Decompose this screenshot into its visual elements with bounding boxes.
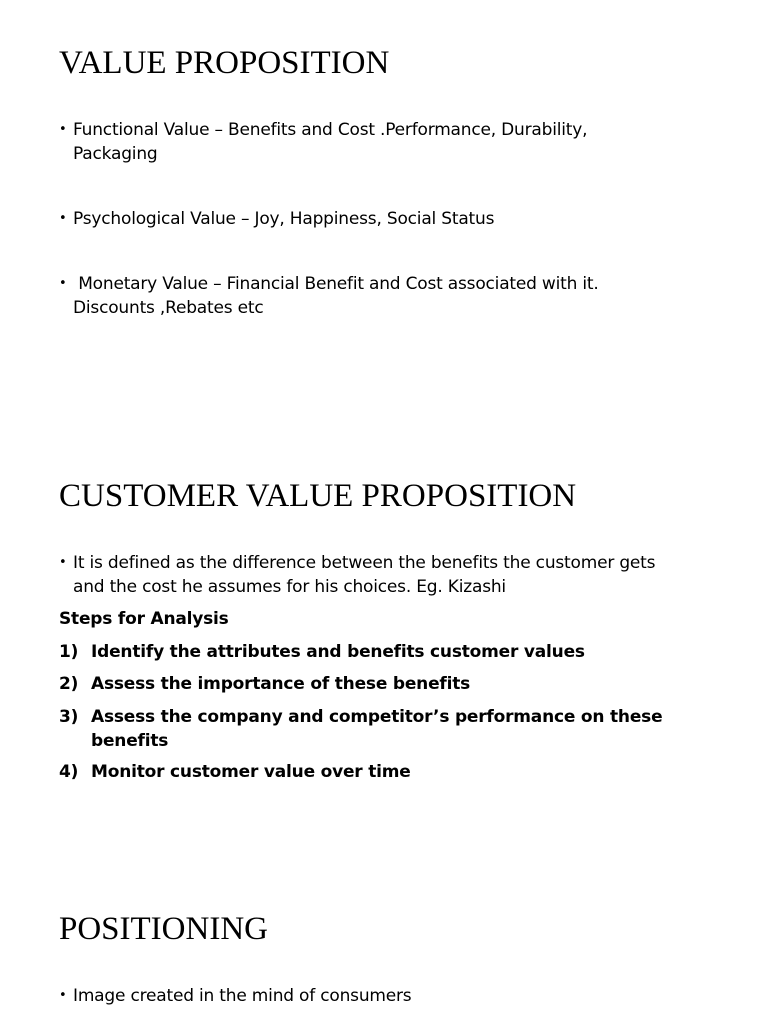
bullet-icon: • bbox=[59, 555, 67, 570]
bullet-line: and the cost he assumes for his choices. Eg. Kizashi bbox=[73, 577, 506, 597]
bullet-line: Packaging bbox=[73, 144, 158, 164]
monetary-value-bullet bbox=[59, 272, 719, 320]
step-item bbox=[59, 640, 699, 664]
step-number: 1) bbox=[59, 642, 79, 662]
step-item bbox=[59, 760, 699, 784]
functional-value-bullet bbox=[59, 118, 719, 166]
step-item bbox=[59, 705, 699, 753]
step-text: Assess the importance of these benefits bbox=[91, 674, 471, 694]
step-number: 3) bbox=[59, 707, 79, 727]
psychological-value-bullet bbox=[59, 207, 719, 231]
bullet-icon: • bbox=[59, 122, 67, 137]
bullet-line: Psychological Value – Joy, Happiness, Social Status bbox=[73, 209, 495, 229]
bullet-icon: • bbox=[59, 988, 67, 1003]
step-number: 4) bbox=[59, 762, 79, 782]
bullet-line: Image created in the mind of consumers bbox=[73, 986, 412, 1006]
positioning-title: POSITIONING bbox=[59, 911, 268, 947]
bullet-line: It is defined as the difference between the benefits the customer gets bbox=[73, 553, 656, 573]
step-number: 2) bbox=[59, 674, 79, 694]
step-text: Monitor customer value over time bbox=[91, 762, 411, 782]
steps-heading: Steps for Analysis bbox=[59, 609, 229, 629]
value-proposition-title: VALUE PROPOSITION bbox=[59, 45, 390, 81]
positioning-bullet bbox=[59, 984, 719, 1008]
step-item bbox=[59, 672, 699, 696]
definition-bullet bbox=[59, 551, 739, 599]
bullet-icon: • bbox=[59, 211, 67, 226]
bullet-line: Functional Value – Benefits and Cost .Performance, Durability, bbox=[73, 120, 588, 140]
bullet-line: Monetary Value – Financial Benefit and Cost associated with it. bbox=[73, 274, 599, 294]
customer-value-proposition-title: CUSTOMER VALUE PROPOSITION bbox=[59, 478, 577, 514]
bullet-icon: • bbox=[59, 276, 67, 291]
bullet-line: Discounts ,Rebates etc bbox=[73, 298, 264, 318]
step-text: Assess the company and competitor’s performance on these bbox=[91, 707, 663, 727]
step-text: Identify the attributes and benefits customer values bbox=[91, 642, 585, 662]
step-text: benefits bbox=[91, 731, 169, 751]
